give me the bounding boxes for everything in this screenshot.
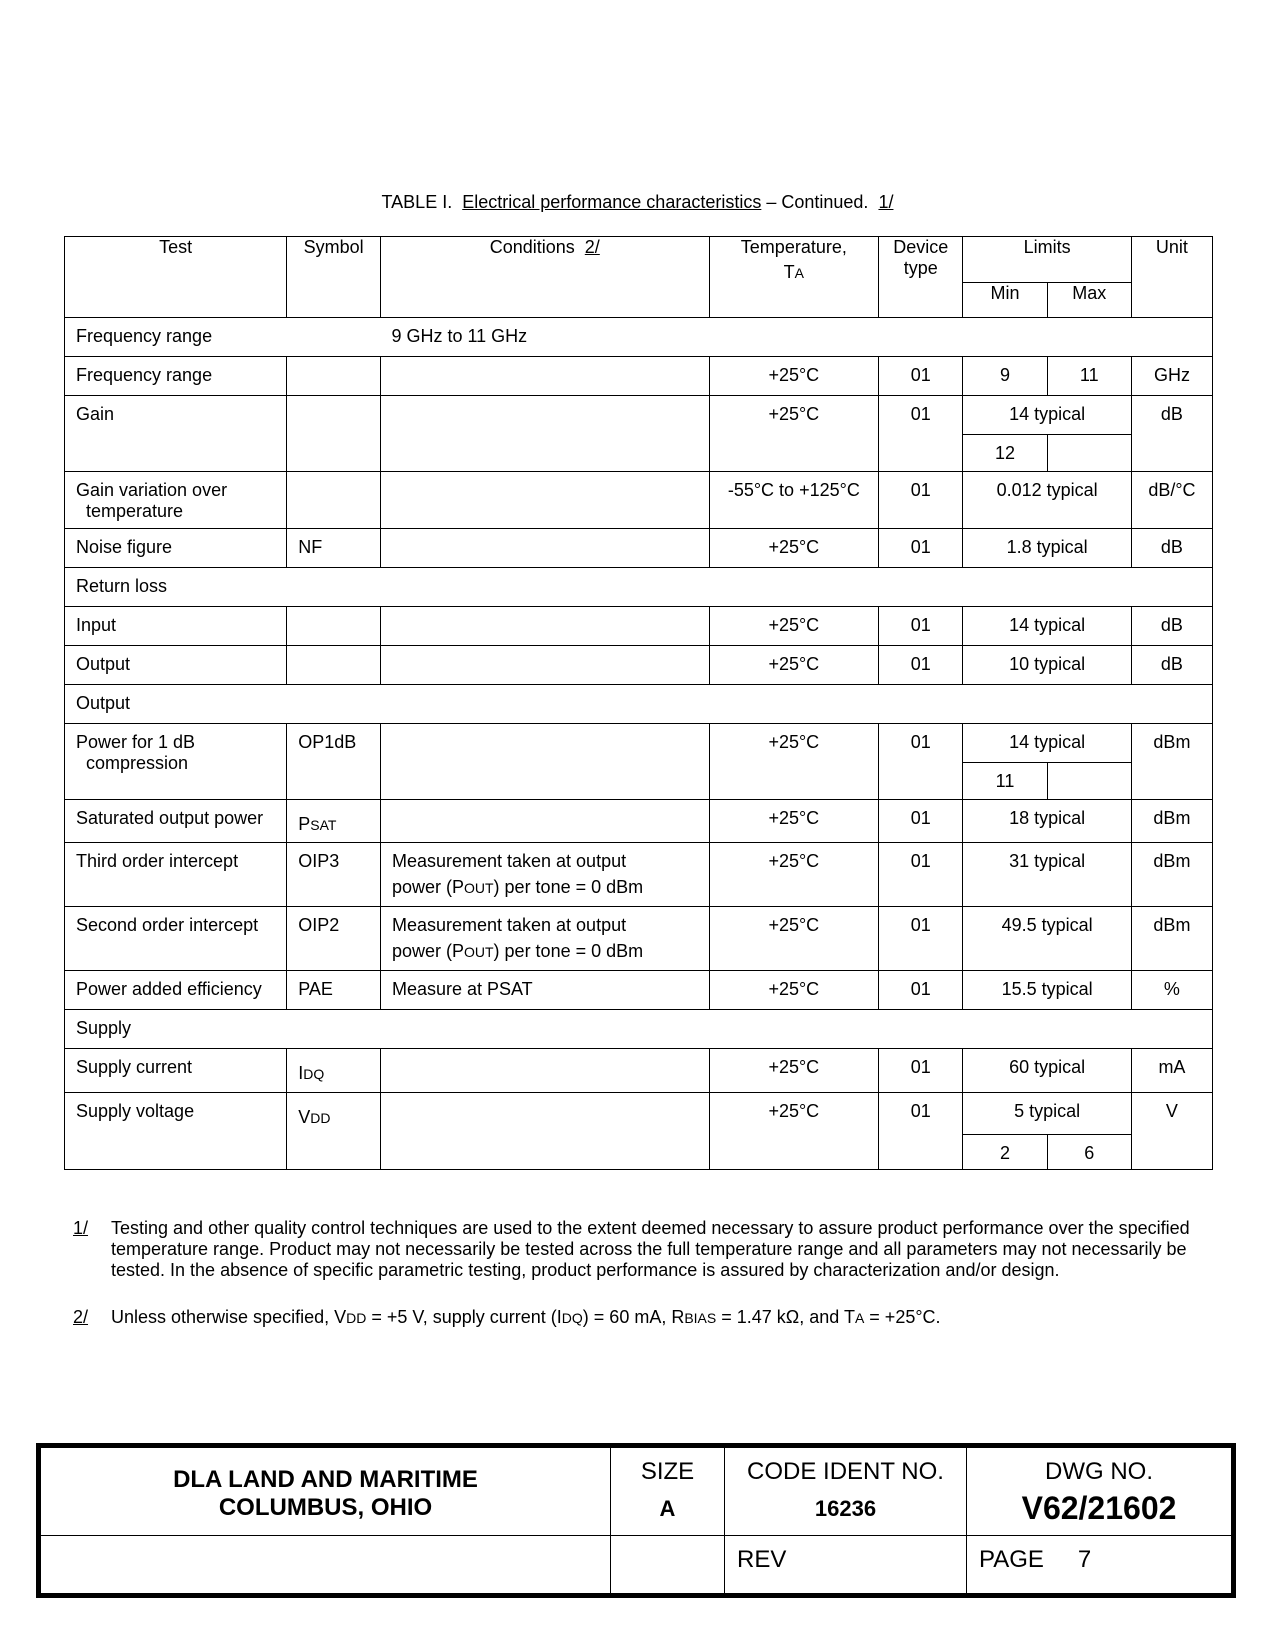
page-label: PAGE xyxy=(979,1546,1044,1573)
code-ident-value: 16236 xyxy=(814,1496,877,1521)
row-input-typical: 14 typical xyxy=(963,607,1132,646)
row-noise-unit: dB xyxy=(1131,529,1212,568)
header-unit: Unit xyxy=(1131,237,1212,318)
row-outputrl-test: Output xyxy=(65,646,287,685)
row-psat-temp: +25°C xyxy=(709,800,879,843)
dwg-no-value: V62/21602 xyxy=(1021,1490,1177,1526)
code-ident-label: CODE IDENT NO. xyxy=(747,1458,944,1485)
footnote-2-part: ) = 60 mA, R xyxy=(582,1307,685,1327)
row-oip2-cond-post: ) per tone = 0 dBm xyxy=(493,941,644,961)
row-vdd-min: 2 xyxy=(963,1135,1047,1170)
table-row xyxy=(65,1093,1213,1135)
header-temperature-label: Temperature, xyxy=(740,237,847,257)
row-gainvar-test xyxy=(65,472,287,529)
row-outputrl-unit: dB xyxy=(1131,646,1212,685)
row-p1db-device: 01 xyxy=(879,724,963,800)
row-psat-symbol-main: P xyxy=(298,814,311,834)
row-gain-temp: +25°C xyxy=(709,396,879,472)
row-pae-unit: % xyxy=(1131,971,1212,1010)
row-oip3-symbol: OIP3 xyxy=(287,843,381,907)
row-vdd-max: 6 xyxy=(1047,1135,1131,1170)
header-limits: Limits xyxy=(963,237,1132,283)
footnote-2 xyxy=(73,1307,1193,1329)
row-oip2-cond-line1: Measurement taken at output xyxy=(391,915,627,935)
row-pae-typical: 15.5 typical xyxy=(963,971,1132,1010)
row-idq-typical: 60 typical xyxy=(963,1049,1132,1093)
row-freq-min: 9 xyxy=(963,357,1047,396)
row-oip3-unit: dBm xyxy=(1131,843,1212,907)
header-temperature-sym: T xyxy=(783,262,795,282)
header-temperature xyxy=(709,237,879,318)
row-oip3-cond-sub: OUT xyxy=(463,880,494,896)
performance-table-wrapper xyxy=(64,236,1213,1170)
row-outputrl-typical: 10 typical xyxy=(963,646,1132,685)
row-idq-symbol xyxy=(287,1049,381,1093)
row-vdd-unit: V xyxy=(1131,1093,1212,1170)
footnote-1-text: Testing and other quality control techniques are used to the extent deemed necessary to assure product performance over the specified temperature range. Product may not necessarily be tested across the full temperature range and all parameters may not necessarily be tested. In the absence of specific parametric testing, product performance is assured by characterization and/or design. xyxy=(111,1218,1190,1280)
row-vdd-device: 01 xyxy=(879,1093,963,1170)
row-oip2-conditions xyxy=(380,907,709,971)
table-row xyxy=(65,685,1213,724)
table-row xyxy=(65,607,1213,646)
footnote-2-num: 2/ xyxy=(73,1307,89,1327)
row-gain-test: Gain xyxy=(65,396,287,472)
size-value: A xyxy=(659,1496,676,1521)
row-oip3-typical: 31 typical xyxy=(963,843,1132,907)
table-row xyxy=(65,843,1213,907)
row-freq-max: 11 xyxy=(1047,357,1131,396)
footnote-2-part: = 1.47 kΩ, and T xyxy=(716,1307,855,1327)
row-noise-device: 01 xyxy=(879,529,963,568)
row-idq-symbol-main: I xyxy=(298,1063,304,1083)
row-freq-section-test: Frequency range xyxy=(65,318,381,357)
header-conditions xyxy=(380,237,709,318)
header-conditions-note: 2/ xyxy=(584,237,600,257)
rev-cell: REV xyxy=(725,1536,967,1594)
row-psat-device: 01 xyxy=(879,800,963,843)
row-pae-temp: +25°C xyxy=(709,971,879,1010)
row-oip2-typical: 49.5 typical xyxy=(963,907,1132,971)
row-p1db-test xyxy=(65,724,287,800)
row-oip3-device: 01 xyxy=(879,843,963,907)
row-freq-unit: GHz xyxy=(1131,357,1212,396)
header-symbol: Symbol xyxy=(287,237,381,318)
table-row xyxy=(65,724,1213,763)
row-vdd-symbol-main: V xyxy=(298,1107,311,1127)
footnote-1 xyxy=(73,1218,1193,1281)
row-psat-test: Saturated output power xyxy=(65,800,287,843)
row-p1db-min: 11 xyxy=(963,763,1047,800)
row-vdd-typical: 5 typical xyxy=(963,1093,1132,1135)
footnote-2-sub: A xyxy=(854,1310,865,1326)
row-pae-conditions: Measure at PSAT xyxy=(380,971,709,1010)
row-p1db-unit: dBm xyxy=(1131,724,1212,800)
row-gainvar-typical: 0.012 typical xyxy=(963,472,1132,529)
row-oip3-test: Third order intercept xyxy=(65,843,287,907)
title-block xyxy=(36,1443,1236,1598)
row-noise-temp: +25°C xyxy=(709,529,879,568)
row-oip3-temp: +25°C xyxy=(709,843,879,907)
row-oip3-cond-post: ) per tone = 0 dBm xyxy=(493,877,644,897)
footnote-2-sub: DQ xyxy=(561,1310,583,1326)
row-outputrl-device: 01 xyxy=(879,646,963,685)
row-oip2-unit: dBm xyxy=(1131,907,1212,971)
table-row xyxy=(65,529,1213,568)
row-input-device: 01 xyxy=(879,607,963,646)
row-freq-test: Frequency range xyxy=(65,357,287,396)
footnote-2-part: Unless otherwise specified, V xyxy=(111,1307,347,1327)
caption-prefix: TABLE I. xyxy=(381,192,453,212)
footnote-2-sub: BIAS xyxy=(684,1310,717,1326)
header-max: Max xyxy=(1047,283,1131,318)
row-gainvar-temp: -55°C to +125°C xyxy=(709,472,879,529)
row-psat-unit: dBm xyxy=(1131,800,1212,843)
code-ident-cell xyxy=(725,1448,967,1536)
table-row xyxy=(65,568,1213,607)
row-gain-min: 12 xyxy=(963,435,1047,472)
footnote-2-part: = +5 V, supply current (I xyxy=(366,1307,562,1327)
table-row xyxy=(65,907,1213,971)
dwg-no-label: DWG NO. xyxy=(1045,1458,1153,1485)
row-gainvar-test-line2: temperature xyxy=(86,501,184,521)
row-freq-section-conditions: 9 GHz to 11 GHz xyxy=(380,318,1212,357)
table-row xyxy=(65,472,1213,529)
row-oip2-cond-pre: power (P xyxy=(391,941,464,961)
header-row xyxy=(65,237,1213,283)
row-noise-typical: 1.8 typical xyxy=(963,529,1132,568)
caption-title: Electrical performance characteristics xyxy=(462,192,762,212)
row-pae-symbol: PAE xyxy=(287,971,381,1010)
header-min: Min xyxy=(963,283,1047,318)
row-input-temp: +25°C xyxy=(709,607,879,646)
row-output-section: Output xyxy=(65,685,1213,724)
row-idq-unit: mA xyxy=(1131,1049,1212,1093)
row-freq-temp: +25°C xyxy=(709,357,879,396)
table-row xyxy=(65,646,1213,685)
size-cell xyxy=(611,1448,725,1536)
table-row xyxy=(65,396,1213,435)
table-row xyxy=(65,800,1213,843)
footnote-2-sub: DD xyxy=(346,1310,367,1326)
page-cell xyxy=(967,1536,1232,1594)
row-vdd-symbol-sub: DD xyxy=(310,1110,331,1126)
row-idq-temp: +25°C xyxy=(709,1049,879,1093)
row-p1db-temp: +25°C xyxy=(709,724,879,800)
org-line1: DLA LAND AND MARITIME xyxy=(173,1466,478,1493)
row-pae-device: 01 xyxy=(879,971,963,1010)
row-oip3-conditions xyxy=(380,843,709,907)
row-gain-typical: 14 typical xyxy=(963,396,1132,435)
row-p1db-symbol: OP1dB xyxy=(287,724,381,800)
row-gain-unit: dB xyxy=(1131,396,1212,472)
row-oip2-test: Second order intercept xyxy=(65,907,287,971)
row-p1db-typical: 14 typical xyxy=(963,724,1132,763)
row-supply-section: Supply xyxy=(65,1010,1213,1049)
row-idq-symbol-sub: DQ xyxy=(303,1066,325,1082)
table-row xyxy=(65,971,1213,1010)
row-gain-device: 01 xyxy=(879,396,963,472)
row-input-test: Input xyxy=(65,607,287,646)
row-outputrl-temp: +25°C xyxy=(709,646,879,685)
header-test: Test xyxy=(65,237,287,318)
caption-note-ref: 1/ xyxy=(878,192,894,212)
row-oip2-symbol: OIP2 xyxy=(287,907,381,971)
row-p1db-test-line1: Power for 1 dB xyxy=(76,732,196,752)
row-oip2-device: 01 xyxy=(879,907,963,971)
row-oip3-cond-line1: Measurement taken at output xyxy=(391,851,627,871)
footnotes xyxy=(73,1218,1193,1355)
table-caption xyxy=(0,192,1275,213)
page-value: 7 xyxy=(1077,1546,1092,1573)
header-conditions-label: Conditions xyxy=(489,237,575,257)
row-vdd-symbol xyxy=(287,1093,381,1170)
footnote-1-num: 1/ xyxy=(73,1218,89,1238)
org-name xyxy=(41,1448,611,1536)
caption-suffix: – Continued. xyxy=(766,192,869,212)
row-noise-symbol: NF xyxy=(287,529,381,568)
table-row xyxy=(65,1010,1213,1049)
row-returnloss-section: Return loss xyxy=(65,568,1213,607)
row-vdd-test: Supply voltage xyxy=(65,1093,287,1170)
footnote-2-text xyxy=(111,1307,1193,1329)
row-oip2-cond-sub: OUT xyxy=(463,944,494,960)
table-row xyxy=(65,357,1213,396)
dwg-no-cell xyxy=(967,1448,1232,1536)
row-psat-symbol xyxy=(287,800,381,843)
table-row xyxy=(65,318,1213,357)
row-idq-test: Supply current xyxy=(65,1049,287,1093)
row-vdd-temp: +25°C xyxy=(709,1093,879,1170)
row-idq-device: 01 xyxy=(879,1049,963,1093)
performance-table xyxy=(64,236,1213,1170)
row-oip2-temp: +25°C xyxy=(709,907,879,971)
row-pae-test: Power added efficiency xyxy=(65,971,287,1010)
footnote-2-part: = +25°C. xyxy=(864,1307,941,1327)
size-label: SIZE xyxy=(640,1458,695,1485)
header-temperature-sub: A xyxy=(794,265,804,281)
row-freq-device: 01 xyxy=(879,357,963,396)
row-p1db-test-line2: compression xyxy=(86,753,189,773)
row-gainvar-device: 01 xyxy=(879,472,963,529)
row-gainvar-unit: dB/°C xyxy=(1131,472,1212,529)
table-row xyxy=(65,1049,1213,1093)
row-gainvar-test-line1: Gain variation over xyxy=(76,480,228,500)
row-oip3-cond-pre: power (P xyxy=(391,877,464,897)
row-psat-typical: 18 typical xyxy=(963,800,1132,843)
header-device-type: Device type xyxy=(879,237,963,318)
org-line2: COLUMBUS, OHIO xyxy=(218,1494,433,1521)
row-noise-test: Noise figure xyxy=(65,529,287,568)
row-input-unit: dB xyxy=(1131,607,1212,646)
row-psat-symbol-sub: SAT xyxy=(310,817,337,833)
